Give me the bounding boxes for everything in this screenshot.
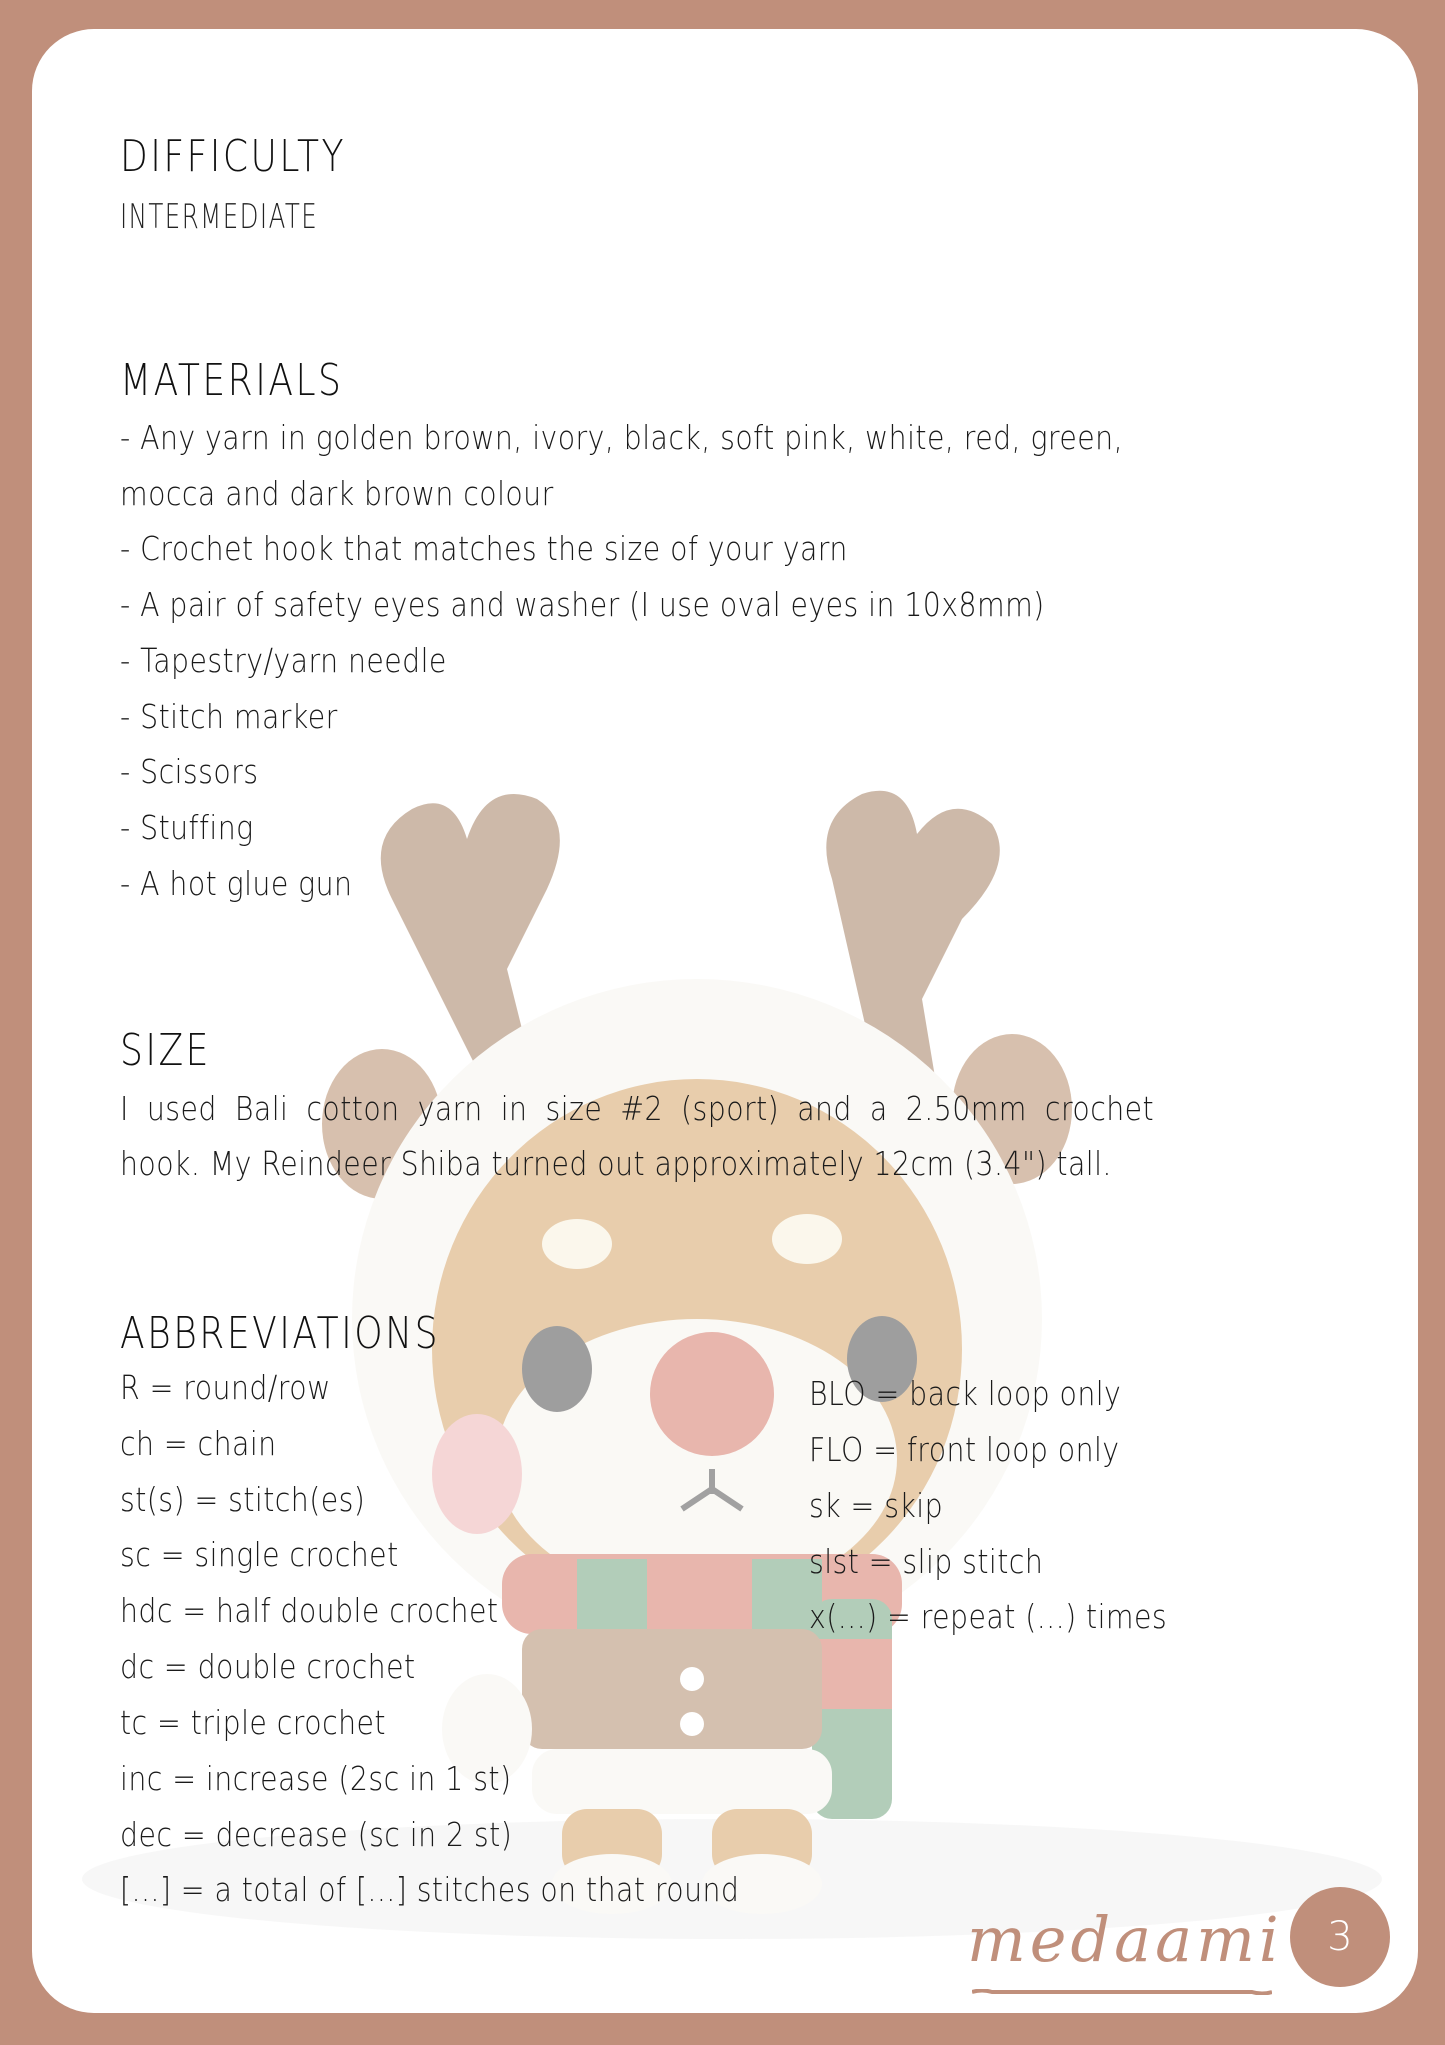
materials-item: - Stuffing — [120, 808, 254, 847]
materials-item: - Scissors — [120, 752, 259, 791]
abbreviation-item: dc = double crochet — [120, 1647, 416, 1686]
abbreviation-item: st(s) = stitch(es) — [120, 1480, 366, 1519]
size-text-line: I used Bali cotton yarn in size #2 (sport) and a 2.50mm crochet — [120, 1089, 1155, 1128]
abbreviations-heading: ABBREVIATIONS — [120, 1308, 440, 1359]
abbreviation-item: ch = chain — [120, 1424, 277, 1463]
page-number-badge — [1290, 1887, 1390, 1987]
abbreviation-item: [...] = a total of [...] stitches on that round — [120, 1870, 740, 1909]
abbreviation-item: BLO = back loop only — [809, 1374, 1122, 1413]
abbreviation-item: dec = decrease (sc in 2 st) — [120, 1815, 513, 1854]
materials-item: - Stitch marker — [120, 697, 338, 736]
abbreviation-item: sc = single crochet — [120, 1535, 399, 1574]
abbreviation-item: hdc = half double crochet — [120, 1591, 499, 1630]
materials-heading: MATERIALS — [120, 355, 344, 406]
abbreviation-item: FLO = front loop only — [809, 1430, 1120, 1469]
brand-logo: medaami — [967, 1903, 1283, 1976]
abbreviation-item: x(...) = repeat (...) times — [809, 1597, 1168, 1636]
size-heading: SIZE — [120, 1025, 211, 1076]
abbreviation-item: inc = increase (2sc in 1 st) — [120, 1759, 512, 1798]
difficulty-value: INTERMEDIATE — [120, 197, 319, 237]
materials-item: - Tapestry/yarn needle — [120, 641, 447, 680]
size-text-line: hook. My Reindeer Shiba turned out approximately 12cm (3.4") tall. — [120, 1144, 1112, 1183]
abbreviation-item: sk = skip — [809, 1486, 944, 1525]
abbreviation-item: slst = slip stitch — [809, 1542, 1044, 1581]
materials-item: - Any yarn in golden brown, ivory, black, soft pink, white, red, green, — [120, 418, 1124, 457]
abbreviation-item: tc = triple crochet — [120, 1703, 386, 1742]
materials-item: mocca and dark brown colour — [120, 474, 554, 513]
page-card — [32, 29, 1418, 2013]
difficulty-heading: DIFFICULTY — [120, 131, 346, 182]
abbreviation-item: R = round/row — [120, 1368, 331, 1407]
materials-item: - A pair of safety eyes and washer (I use oval eyes in 10x8mm) — [120, 585, 1045, 624]
page-content — [32, 29, 1418, 2013]
materials-item: - A hot glue gun — [120, 864, 353, 903]
page-number: 3 — [1327, 1914, 1353, 1960]
materials-item: - Crochet hook that matches the size of your yarn — [120, 529, 848, 568]
crochet-hook-underline-icon — [972, 1989, 1272, 1995]
